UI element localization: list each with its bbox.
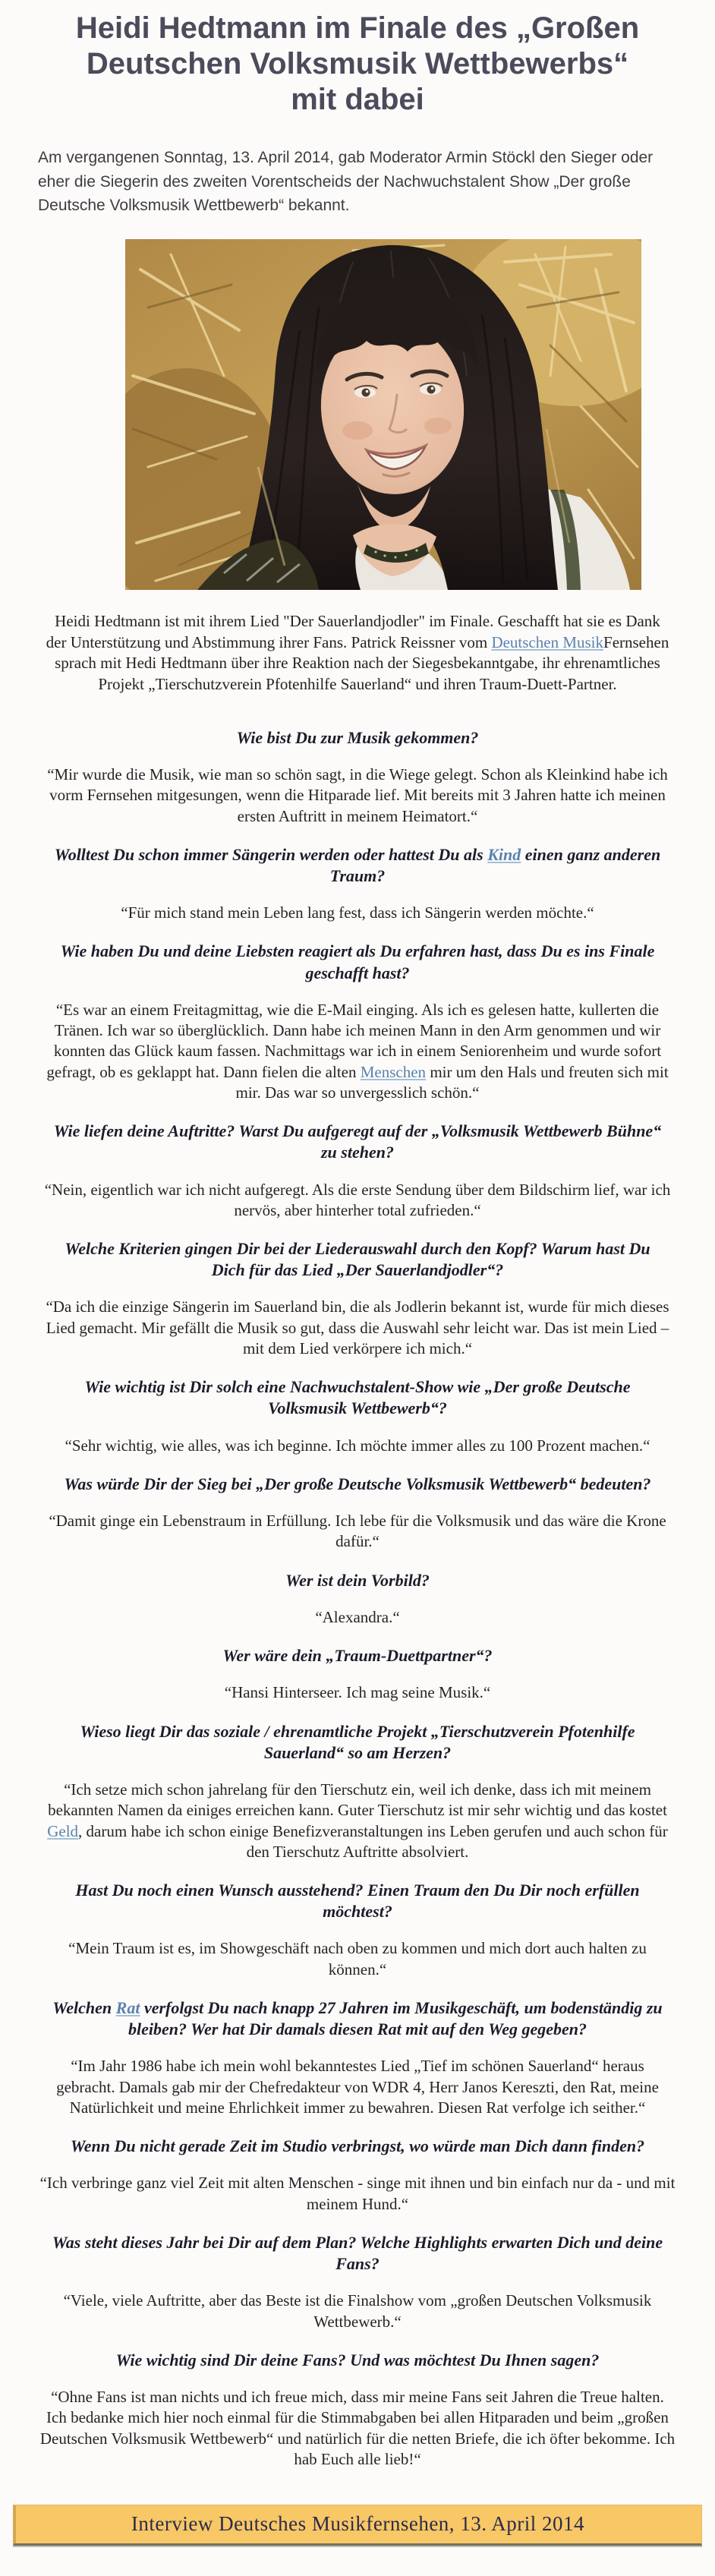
question-text: Wie wichtig ist Dir solch eine Nachwuchstalent-Show wie „Der große Deutsche Volksmusik Wettbewerb“? [84,1377,631,1418]
interview-question [49,1474,666,1495]
interview-question [49,727,666,749]
footer-source-box [13,2505,702,2546]
answer-text: “Im Jahr 1986 habe ich mein wohl bekanntestes Lied „Tief im schönen Sauerland“ heraus gebracht. Damals gab mir der Chefredakteur von WDR 4, Herr Janos Kereszti, den Rat, meine Natürlichkeit und meine Ehrlichkeit immer zu bewahren. Diesen Rat verfolge ich seither.“ [56,2057,659,2117]
interview-question [49,1645,666,1666]
question-text: Wenn Du nicht gerade Zeit im Studio verbringst, wo würde man Dich dann finden? [70,2136,645,2156]
interview-answer [39,1180,676,1222]
question-text: Welchen [52,1998,116,2017]
interview-question [49,2232,666,2275]
interview-answer [39,1436,676,1456]
question-text: Wie bist Du zur Musik gekommen? [236,727,479,747]
interview-question [49,1880,666,1922]
interview-answer [39,2056,676,2118]
question-link[interactable]: Kind [487,844,521,864]
interview-question [49,844,666,887]
interview-answer [39,1511,676,1553]
question-text: Wer ist dein Vorbild? [285,1570,430,1590]
question-text: Was würde Dir der Sieg bei „Der große Deutsche Volksmusik Wettbewerb“ bedeuten? [64,1474,651,1493]
answer-text: “Hansi Hinterseer. Ich mag seine Musik.“ [224,1683,491,1702]
interview-question [49,2136,666,2157]
interview-question [49,1121,666,1163]
interview-answer [39,1607,676,1628]
question-text: Wer wäre dein „Traum-Duettpartner“? [222,1646,493,1666]
question-text: verfolgst Du nach knapp 27 Jahren im Musikgeschäft, um bodenständig zu bleiben? Wer hat Dir damals diesen Rat mit auf den Weg gegeben? [128,1998,663,2039]
footer-source-text: Interview Deutsches Musikfernsehen, 13. April 2014 [131,2512,585,2536]
interview-answer [39,1780,676,1862]
answer-text: mir um den Hals und freuten sich mit mir. Das war so unvergesslich schön.“ [235,1062,669,1102]
interview-question [49,1376,666,1419]
question-text: einen ganz anderen Traum? [329,844,661,885]
answer-text: , darum habe ich schon einige Benefizveranstaltungen ins Leben gerufen und auch schon für den Tierschutz Auftritte absolviert. [78,1821,668,1861]
interview-section [0,727,715,2470]
answer-text: “Viele, viele Auftritte, aber das Beste ist die Finalshow vom „großen Deutschen Volksmusik Wettbewerb.“ [63,2291,652,2331]
photo-caption [44,611,671,695]
interview-question [49,1721,666,1764]
answer-link[interactable]: Menschen [360,1062,427,1081]
answer-text: “Alexandra.“ [315,1607,400,1626]
interview-answer [39,1297,676,1359]
interview-question [49,941,666,983]
answer-text: “Es war an einem Freitagmittag, wie die E-Mail einging. Als ich es gelesen hatte, kullerten die Tränen. Ich war so überglücklich. Dann habe ich meinen Mann in den Arm genommen und wir konnten das Glück kaum fassen. Nachmittags war ich in einem Seniorenheim und wurde sofort gefragt, ob es geklappt hat. Dann fielen die alten [46,1000,662,1081]
interview-question [49,1238,666,1281]
caption-text: Fernsehen sprach mit Hedi Hedtmann über ihre Reaktion nach der Siegesbekanntgabe, ihr ehrenamtliches Projekt „Tierschutzverein Pfotenhilfe Sauerland“ und ihren Traum-Duett-Partner. [55,632,669,694]
answer-text: “Ich verbringe ganz viel Zeit mit alten Menschen - singe mit ihnen und bin einfach nur da - und mit meinem Hund.“ [39,2174,676,2213]
interview-answer [39,2291,676,2332]
question-text: Hast Du noch einen Wunsch ausstehend? Einen Traum den Du Dir noch erfüllen möchtest? [75,1881,640,1922]
question-text: Wolltest Du schon immer Sängerin werden oder hattest Du als [54,844,488,864]
page-title: Heidi Hedtmann im Finale des „Großen Deutschen Volksmusik Wettbewerbs“ mit dabei [75,11,640,116]
answer-text: “Sehr wichtig, wie alles, was ich beginne. Ich möchte immer alles zu 100 Prozent machen.“ [65,1436,650,1455]
interview-answer [39,2173,676,2215]
answer-link[interactable]: Geld [47,1821,79,1840]
portrait-photo-graphic [125,239,641,590]
answer-text: “Ich setze mich schon jahrelang für den Tierschutz ein, weil ich denke, dass ich mit meinem bekannten Namen da einiges erreichen kann. Guter Tierschutz ist mir sehr wichtig und das kostet [48,1780,667,1820]
caption-link[interactable]: Deutschen Musik [491,632,604,651]
answer-text: “Damit ginge ein Lebenstraum in Erfüllung. Ich lebe für die Volksmusik und das wäre die Krone dafür.“ [49,1512,666,1551]
intro-paragraph: Am vergangenen Sonntag, 13. April 2014, gab Moderator Armin Stöckl den Sieger oder eher die Siegerin des zweiten Vorentscheids der Nachwuchstalent Show „Der große Deutsche Volksmusik Wettbewerb“ bekannt. [38,149,654,215]
article-photo [125,239,641,590]
answer-text: “Ohne Fans ist man nichts und ich freue mich, dass mir meine Fans seit Jahren die Treue halten. Ich bedanke mich hier noch einmal für die Stimmabgaben bei allen Hitparaden und beim „großen Deutschen Volksmusik Wettbewerb“ und natürlich für die netten Briefe, die ich öfter bekomme. Ich hab Euch alle lieb!“ [39,2388,676,2468]
interview-answer [39,1682,676,1703]
interview-answer [39,1000,676,1103]
question-text: Wie haben Du und deine Liebsten reagiert als Du erfahren hast, dass Du es ins Finale geschafft hast? [60,941,655,982]
answer-text: “Nein, eigentlich war ich nicht aufgeregt. Als die erste Sendung über dem Bildschirm lief, war ich nervös, aber hinterher total zufrieden.“ [44,1180,671,1219]
interview-answer [39,2387,676,2470]
question-link[interactable]: Rat [115,1998,140,2017]
interview-question [49,1997,666,2040]
answer-text: “Mir wurde die Musik, wie man so schön sagt, in die Wiege gelegt. Schon als Kleinkind habe ich vorm Fernsehen mitgesungen, wenn die Hitparade lief. Mit bereits mit 3 Jahren hatte ich meinen ersten Auftritt in meinem Heimatort.“ [47,765,668,825]
answer-text: “Da ich die einzige Sängerin im Sauerland bin, die als Jodlerin bekannt ist, wurde für mich dieses Lied gemacht. Mir gefällt die Musik so gut, dass die Auswahl sehr leicht war. Das ist mein Lied – mit dem Lied verkörpere ich mich.“ [46,1297,669,1358]
question-text: Wie wichtig sind Dir deine Fans? Und was möchtest Du Ihnen sagen? [115,2350,600,2369]
answer-text: “Mein Traum ist es, im Showgeschäft nach oben zu kommen und mich dort auch halten zu können.“ [68,1939,647,1979]
answer-text: “Für mich stand mein Leben lang fest, dass ich Sängerin werden möchte.“ [121,903,594,922]
interview-answer [39,1938,676,1980]
question-text: Was steht dieses Jahr bei Dir auf dem Plan? Welche Highlights erwarten Dich und deine Fans? [52,2232,663,2274]
question-text: Wieso liegt Dir das soziale / ehrenamtliche Projekt „Tierschutzverein Pfotenhilfe Sauerland“ so am Herzen? [80,1721,635,1762]
interview-answer [39,903,676,923]
question-text: Wie liefen deine Auftritte? Warst Du aufgeregt auf der „Volksmusik Wettbewerb Bühne“ zu stehen? [53,1121,662,1162]
interview-question [49,2350,666,2371]
question-text: Welche Kriterien gingen Dir bei der Liederauswahl durch den Kopf? Warum hast Du Dich für das Lied „Der Sauerlandjodler“? [65,1239,650,1280]
caption-text: Heidi Hedtmann ist mit ihrem Lied "Der Sauerlandjodler" im Finale. Geschafft hat sie es Dank der Unterstützung und Abstimmung ihrer Fans. Patrick Reissner vom [46,611,660,651]
interview-answer [39,765,676,827]
interview-question [49,1570,666,1591]
